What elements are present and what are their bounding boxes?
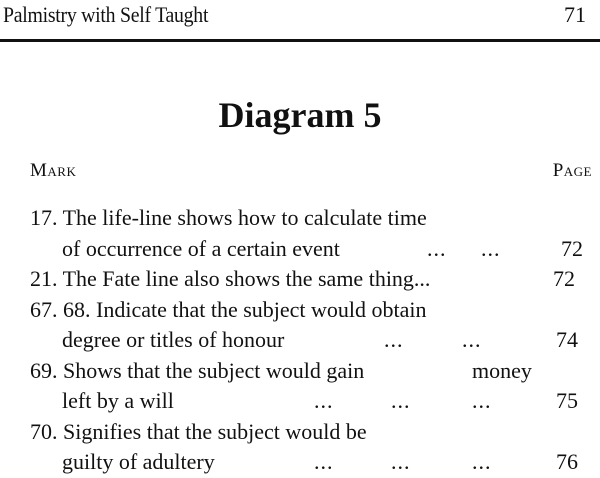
entry-text: 69. Shows that the subject would gain — [30, 357, 365, 383]
running-header-title: Palmistry with Self Taught — [3, 2, 209, 27]
running-header — [0, 0, 600, 44]
leader-dots: ... — [481, 235, 501, 261]
column-header-page: Page — [552, 160, 592, 181]
list-item-line — [0, 203, 600, 234]
entry-text: degree or titles of honour — [62, 327, 285, 352]
entry-text-continued: money — [472, 357, 532, 383]
entry-page-number: 72 — [553, 266, 575, 291]
entry-text: 67. 68. Indicate that the subject would obtain — [30, 296, 427, 322]
entry-text: left by a will — [62, 388, 174, 413]
leader-dots: ... — [391, 388, 411, 413]
leader-dots: ... — [384, 327, 404, 352]
leader-dots: ... — [314, 449, 334, 474]
entry-text: 21. The Fate line also shows the same thing... — [30, 266, 431, 291]
entry-text: 17. The life-line shows how to calculate time — [30, 205, 427, 230]
entry-text: of occurrence of a certain event — [62, 235, 340, 261]
leader-dots: ... — [391, 449, 411, 474]
list-item-line — [0, 295, 600, 326]
list-item-line — [0, 447, 600, 478]
column-header-mark: Mark — [30, 160, 77, 181]
list-item-line — [0, 356, 600, 387]
entry-text: guilty of adultery — [62, 449, 215, 474]
list-item-line — [0, 325, 600, 356]
entry-page-number: 76 — [556, 449, 578, 474]
leader-dots: ... — [462, 327, 482, 352]
index-list — [0, 203, 600, 478]
list-item-line — [0, 417, 600, 448]
list-item-line — [0, 386, 600, 417]
entry-text: 70. Signifies that the subject would be — [30, 418, 367, 444]
entry-page-number: 72 — [561, 235, 583, 261]
leader-dots: ... — [427, 235, 447, 261]
entry-page-number: 75 — [556, 388, 578, 413]
leader-dots: ... — [472, 449, 492, 474]
list-item-line — [0, 264, 600, 295]
page-title: Diagram 5 — [218, 95, 382, 135]
leader-dots: ... — [314, 388, 334, 413]
leader-dots: ... — [472, 388, 492, 413]
page-number: 71 — [564, 2, 586, 27]
list-item-line — [0, 234, 600, 265]
entry-page-number: 74 — [556, 327, 578, 352]
header-rule — [0, 39, 600, 42]
